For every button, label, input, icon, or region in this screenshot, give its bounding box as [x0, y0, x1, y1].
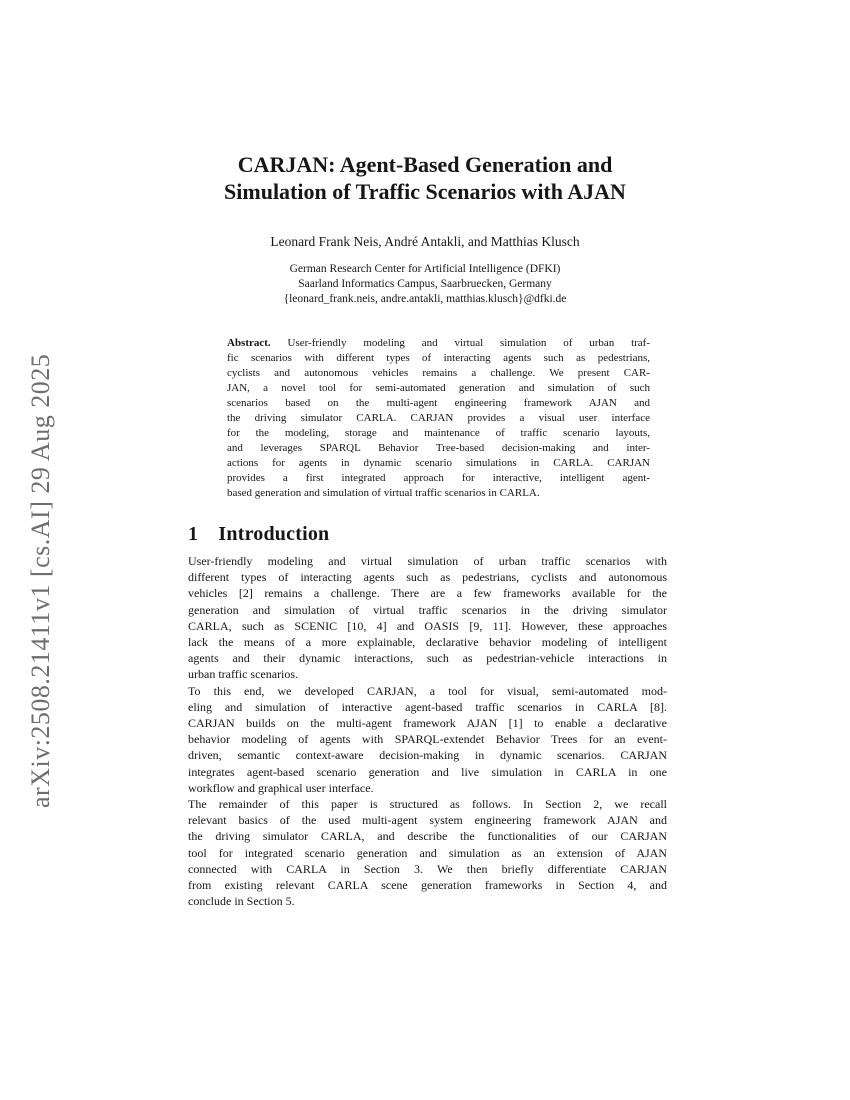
text-line: agents and their dynamic interactions, such as pedestrian-vehicle interactions in: [188, 651, 667, 666]
text-line: generation and simulation of virtual traffic scenarios in the driving simulator: [188, 602, 667, 617]
text-line: actions for agents in dynamic scenario simulations in CARLA. CARJAN: [227, 457, 650, 469]
abstract-block: [227, 336, 650, 501]
text-line: conclude in Section 5.: [188, 894, 295, 909]
text-line: scenarios based on the multi-agent engineering framework AJAN and: [227, 397, 650, 409]
intro-paragraph-1: [188, 553, 667, 683]
text-line: Saarland Informatics Campus, Saarbruecken, Germany: [298, 278, 552, 290]
text-line: the driving simulator CARLA. CARJAN provides a visual user interface: [227, 412, 650, 424]
text-line: urban traffic scenarios.: [188, 667, 299, 682]
abstract-label: Abstract.: [227, 337, 271, 349]
paper-affiliation: [185, 262, 665, 307]
text-line: based generation and simulation of virtual traffic scenarios in CARLA.: [227, 487, 540, 499]
text-line: tool for integrated scenario generation and simulation as an extension of AJAN: [188, 845, 667, 860]
text-line: fic scenarios with different types of interacting agents such as pedestrians,: [227, 352, 650, 364]
abstract-first-line: [227, 336, 650, 351]
text-line: German Research Center for Artificial Intelligence (DFKI): [289, 263, 561, 275]
text-line: integrates agent-based scenario generation and live simulation in CARLA in one: [188, 764, 667, 779]
text-line: for the modeling, storage and maintenance of traffic scenario layouts,: [227, 427, 650, 439]
text-line: lack the means of a more explainable, declarative behavior modeling of intelligent: [188, 635, 667, 650]
text-line: JAN, a novel tool for semi-automated generation and simulation of such: [227, 382, 650, 394]
text-line: provides a first integrated approach for interactive, intelligent agent-: [227, 472, 650, 484]
introduction-body: [188, 553, 667, 909]
intro-paragraph-2: [188, 683, 667, 796]
paper-authors: Leonard Frank Neis, André Antakli, and Matthias Klusch: [270, 234, 580, 249]
text-line: behavior modeling of agents with SPARQL-extendet Behavior Trees for an event-: [188, 732, 667, 747]
text-line: workflow and graphical user interface.: [188, 780, 374, 795]
text-line: cyclists and autonomous vehicles remains a challenge. We present CAR-: [227, 367, 650, 379]
abstract-lines: [227, 351, 650, 501]
text-line: vehicles [2] remains a challenge. There are a few frameworks available for the: [188, 586, 667, 601]
text-line: from existing relevant CARLA scene generation frameworks in Section 4, and: [188, 878, 667, 893]
intro-paragraph-3: [188, 796, 667, 909]
text-line: {leonard_frank.neis, andre.antakli, matthias.klusch}@dfki.de: [283, 293, 567, 305]
text-line: driven, semantic context-aware decision-making in dynamic scenarios. CARJAN: [188, 748, 667, 763]
text-line: eling and simulation of interactive agent-based traffic scenarios in CARLA [8].: [188, 699, 667, 714]
section-heading-introduction: [188, 523, 329, 546]
text-line: and leverages SPARQL Behavior Tree-based decision-making and inter-: [227, 442, 650, 454]
text-line: The remainder of this paper is structured as follows. In Section 2, we recall: [188, 797, 667, 812]
text-line: connected with CARLA in Section 3. We then briefly differentiate CARJAN: [188, 861, 667, 876]
text-line: CARLA, such as SCENIC [10, 4] and OASIS [9, 11]. However, these approaches: [188, 618, 667, 633]
paper-title: [185, 151, 665, 205]
text-line: User-friendly modeling and virtual simulation of urban traffic scenarios with: [188, 554, 667, 568]
text-line: relevant basics of the used multi-agent system engineering framework AJAN and: [188, 813, 667, 828]
text-line: CARJAN: Agent-Based Generation and: [237, 152, 613, 177]
section-title: Introduction: [218, 523, 330, 545]
text-line: Simulation of Traffic Scenarios with AJAN: [224, 179, 626, 204]
text-line: To this end, we developed CARJAN, a tool for visual, semi-automated mod-: [188, 683, 667, 698]
section-number: 1: [188, 523, 199, 545]
text-line: the driving simulator CARLA, and describe the functionalities of our CARJAN: [188, 829, 667, 844]
text-line: different types of interacting agents such as pedestrians, cyclists and autonomous: [188, 570, 667, 585]
text-line: CARJAN builds on the multi-agent framework AJAN [1] to enable a declarative: [188, 716, 667, 731]
abstract-first-line-text: User-friendly modeling and virtual simulation of urban traf-: [287, 337, 651, 349]
arxiv-stamp: arXiv:2508.21411v1 [cs.AI] 29 Aug 2025: [26, 353, 55, 808]
